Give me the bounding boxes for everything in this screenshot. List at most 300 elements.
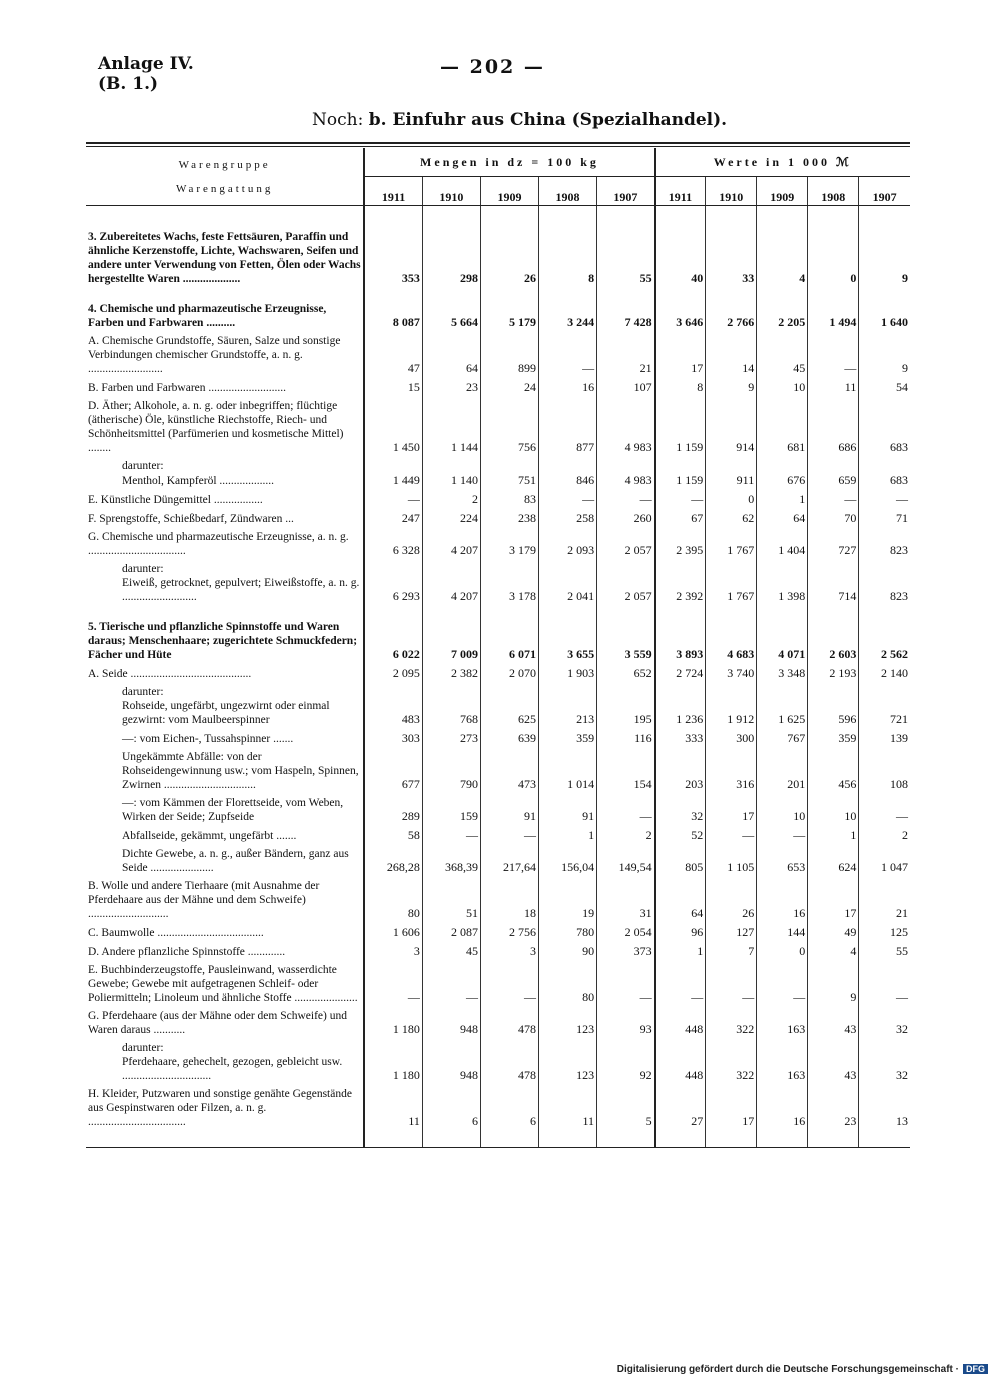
mengen-cell: 123 <box>539 1009 597 1037</box>
mengen-cell: — <box>364 492 422 507</box>
werte-cell: 127 <box>706 925 757 940</box>
row-label: B. Farben und Farbwaren ........................... <box>88 382 287 394</box>
werte-cell: 2 766 <box>706 302 757 330</box>
mengen-cell: 6 071 <box>480 620 538 662</box>
mengen-cell <box>480 459 538 473</box>
note-row <box>86 685 910 699</box>
werte-cell: 23 <box>808 1087 859 1129</box>
subtitle-text: b. Einfuhr aus China (Spezialhandel). <box>368 110 728 130</box>
mengen-cell: 751 <box>480 473 538 488</box>
table-row <box>86 925 910 940</box>
mengen-cell: 483 <box>364 699 422 727</box>
werte-cell <box>757 459 808 473</box>
mengen-cell: 83 <box>480 492 538 507</box>
mengen-cell: — <box>597 963 655 1005</box>
werte-cell <box>706 1041 757 1055</box>
mengen-cell: 23 <box>422 380 480 395</box>
mengen-cell: 91 <box>480 796 538 824</box>
werte-cell: 11 <box>808 380 859 395</box>
mengen-cell: 1 140 <box>422 473 480 488</box>
werte-cell <box>859 562 910 576</box>
werte-cell: 322 <box>706 1055 757 1083</box>
mengen-cell: 107 <box>597 380 655 395</box>
table-row <box>86 230 910 286</box>
werte-cell: — <box>655 963 706 1005</box>
werte-cell: 96 <box>655 925 706 940</box>
label-header-line2: Warengattung <box>175 182 274 195</box>
werte-cell: 4 683 <box>706 620 757 662</box>
mengen-cell: — <box>539 334 597 376</box>
werte-cell: 3 646 <box>655 302 706 330</box>
table-row <box>86 492 910 507</box>
werte-cell: 33 <box>706 230 757 286</box>
werte-cell <box>757 685 808 699</box>
row-label: Pferdehaare, gehechelt, gezogen, gebleicht usw. ............................... <box>122 1056 343 1082</box>
werte-cell: 1 047 <box>859 847 910 875</box>
mengen-cell: — <box>422 963 480 1005</box>
werte-cell: 1 <box>808 828 859 843</box>
werte-cell: 914 <box>706 399 757 455</box>
werte-cell: 55 <box>859 944 910 959</box>
mengen-cell: 948 <box>422 1009 480 1037</box>
mengen-cell: 1 <box>539 828 597 843</box>
table-row <box>86 473 910 488</box>
werte-cell: — <box>757 963 808 1005</box>
row-label: G. Pferdehaare (aus der Mähne oder dem Schweife) und Waren daraus ........... <box>88 1010 347 1036</box>
anlage-ref: (B. 1.) <box>98 74 159 94</box>
mengen-cell: 4 207 <box>422 530 480 558</box>
werte-cell: 4 <box>808 944 859 959</box>
row-label: D. Äther; Alkohole, a. n. g. oder inbegriffen; flüchtige (ätherische) Öle, künstliche Riechstoffe, Riech- und Schönheitsmittel (Parfümerien und kosmetische Mittel) ........ <box>88 400 344 454</box>
werte-cell: 322 <box>706 1009 757 1037</box>
werte-cell: 32 <box>859 1055 910 1083</box>
mengen-cell: 24 <box>480 380 538 395</box>
werte-cell: 714 <box>808 576 859 604</box>
mengen-cell: 8 <box>539 230 597 286</box>
spacer-row <box>86 608 910 620</box>
werte-cell: 67 <box>655 511 706 526</box>
row-label: darunter: <box>122 686 164 698</box>
mengen-cell: 58 <box>364 828 422 843</box>
werte-cell: 1 <box>655 944 706 959</box>
werte-cell: 163 <box>757 1055 808 1083</box>
note-row <box>86 1041 910 1055</box>
mengen-cell: 55 <box>597 230 655 286</box>
mengen-cell: 3 178 <box>480 576 538 604</box>
mengen-cell: 303 <box>364 731 422 746</box>
werte-cell: 2 603 <box>808 620 859 662</box>
mengen-cell: 19 <box>539 879 597 921</box>
table-row <box>86 750 910 792</box>
mengen-cell: 3 244 <box>539 302 597 330</box>
mengen-cell: 2 <box>597 828 655 843</box>
page-number: — 202 — <box>440 56 545 78</box>
mengen-cell: 473 <box>480 750 538 792</box>
mengen-cell: 289 <box>364 796 422 824</box>
werte-cell: 3 740 <box>706 666 757 681</box>
werte-cell: 596 <box>808 699 859 727</box>
werte-cell: 144 <box>757 925 808 940</box>
mengen-cell: 26 <box>480 230 538 286</box>
row-label: C. Baumwolle ..................................... <box>88 927 264 939</box>
werte-cell: 139 <box>859 731 910 746</box>
mengen-cell: 5 179 <box>480 302 538 330</box>
werte-cell: 45 <box>757 334 808 376</box>
mengen-year-1909: 1909 <box>480 177 538 206</box>
mengen-cell: 92 <box>597 1055 655 1083</box>
werte-cell: 13 <box>859 1087 910 1129</box>
mengen-cell: 80 <box>364 879 422 921</box>
werte-cell: 448 <box>655 1009 706 1037</box>
mengen-cell: 948 <box>422 1055 480 1083</box>
werte-cell: 2 193 <box>808 666 859 681</box>
mengen-cell <box>422 1041 480 1055</box>
mengen-cell: 2 054 <box>597 925 655 940</box>
werte-cell <box>808 1041 859 1055</box>
mengen-cell: 652 <box>597 666 655 681</box>
werte-cell: — <box>859 963 910 1005</box>
werte-cell: 2 392 <box>655 576 706 604</box>
mengen-cell: 21 <box>597 334 655 376</box>
mengen-cell: 18 <box>480 879 538 921</box>
row-label: Eiweiß, getrocknet, gepulvert; Eiweißstoffe, a. n. g. .......................... <box>122 577 360 603</box>
werte-cell: 1 494 <box>808 302 859 330</box>
mengen-cell: 2 <box>422 492 480 507</box>
werte-cell <box>655 1041 706 1055</box>
werte-cell: 1 105 <box>706 847 757 875</box>
mengen-cell: 1 014 <box>539 750 597 792</box>
werte-cell: — <box>757 828 808 843</box>
mengen-cell <box>539 1041 597 1055</box>
mengen-cell <box>597 1041 655 1055</box>
mengen-cell <box>422 562 480 576</box>
mengen-cell: 156,04 <box>539 847 597 875</box>
row-label: 5. Tierische und pflanzliche Spinnstoffe und Waren daraus; Menschenhaare; zugerichtete Schmuckfedern; Fächer und Hüte <box>88 621 358 661</box>
werte-cell: 32 <box>655 796 706 824</box>
row-label: D. Andere pflanzliche Spinnstoffe ............. <box>88 946 286 958</box>
table-row <box>86 699 910 727</box>
mengen-cell: 247 <box>364 511 422 526</box>
table-row <box>86 380 910 395</box>
mengen-header: Mengen in dz = 100 kg <box>364 148 654 177</box>
mengen-cell: 90 <box>539 944 597 959</box>
werte-cell: 911 <box>706 473 757 488</box>
mengen-cell: 1 180 <box>364 1009 422 1037</box>
werte-cell: 16 <box>757 1087 808 1129</box>
werte-cell: 4 071 <box>757 620 808 662</box>
mengen-cell: 159 <box>422 796 480 824</box>
mengen-cell: 2 093 <box>539 530 597 558</box>
werte-cell: 333 <box>655 731 706 746</box>
werte-cell: 9 <box>808 963 859 1005</box>
werte-cell: 681 <box>757 399 808 455</box>
werte-cell: 54 <box>859 380 910 395</box>
mengen-cell: 6 293 <box>364 576 422 604</box>
table-row <box>86 1009 910 1037</box>
spacer-row <box>86 206 910 219</box>
werte-cell: 43 <box>808 1009 859 1037</box>
anlage-title: Anlage IV. <box>98 54 194 74</box>
werte-cell <box>757 1041 808 1055</box>
mengen-cell: — <box>422 828 480 843</box>
mengen-cell: 2 057 <box>597 530 655 558</box>
row-label: Dichte Gewebe, a. n. g., außer Bändern, ganz aus Seide ...................... <box>122 848 349 874</box>
spacer-row <box>86 1133 910 1148</box>
werte-cell: 300 <box>706 731 757 746</box>
werte-cell: 448 <box>655 1055 706 1083</box>
werte-year-1908: 1908 <box>808 177 859 206</box>
mengen-cell: 359 <box>539 731 597 746</box>
werte-cell: — <box>808 492 859 507</box>
werte-cell: 0 <box>808 230 859 286</box>
mengen-cell: 6 <box>480 1087 538 1129</box>
footer-credit <box>617 1364 988 1375</box>
werte-cell: 40 <box>655 230 706 286</box>
werte-cell: 0 <box>706 492 757 507</box>
werte-cell: 9 <box>859 230 910 286</box>
mengen-cell: 16 <box>539 380 597 395</box>
werte-cell: 624 <box>808 847 859 875</box>
mengen-cell <box>539 562 597 576</box>
werte-cell: 2 724 <box>655 666 706 681</box>
werte-cell: — <box>655 492 706 507</box>
werte-cell: 17 <box>808 879 859 921</box>
mengen-cell: 6 022 <box>364 620 422 662</box>
mengen-cell: 6 328 <box>364 530 422 558</box>
row-label: Menthol, Kampferöl ................... <box>122 475 275 487</box>
mengen-cell: — <box>597 492 655 507</box>
werte-year-1907: 1907 <box>859 177 910 206</box>
mengen-cell <box>364 459 422 473</box>
mengen-cell: 5 <box>597 1087 655 1129</box>
mengen-cell: 478 <box>480 1009 538 1037</box>
mengen-cell: 677 <box>364 750 422 792</box>
row-label: Abfallseide, gekämmt, ungefärbt ....... <box>122 830 297 842</box>
mengen-cell: 3 559 <box>597 620 655 662</box>
table-row <box>86 1087 910 1129</box>
werte-cell: 71 <box>859 511 910 526</box>
mengen-cell: 45 <box>422 944 480 959</box>
mengen-cell: 11 <box>364 1087 422 1129</box>
werte-cell: 8 <box>655 380 706 395</box>
mengen-cell: 217,64 <box>480 847 538 875</box>
werte-cell: — <box>706 828 757 843</box>
werte-cell <box>706 685 757 699</box>
werte-cell: 456 <box>808 750 859 792</box>
mengen-cell: 1 180 <box>364 1055 422 1083</box>
table-row <box>86 963 910 1005</box>
werte-cell: 4 <box>757 230 808 286</box>
werte-cell: 767 <box>757 731 808 746</box>
row-label: —: vom Eichen-, Tussahspinner ....... <box>122 733 294 745</box>
werte-cell: 52 <box>655 828 706 843</box>
mengen-cell: 368,39 <box>422 847 480 875</box>
werte-cell: 316 <box>706 750 757 792</box>
werte-cell: 32 <box>859 1009 910 1037</box>
table-row <box>86 302 910 330</box>
dfg-logo: DFG <box>963 1364 988 1374</box>
table-row <box>86 620 910 662</box>
table-row <box>86 576 910 604</box>
werte-cell: 2 395 <box>655 530 706 558</box>
werte-cell: 1 625 <box>757 699 808 727</box>
mengen-cell <box>597 459 655 473</box>
mengen-cell: — <box>597 796 655 824</box>
table-row <box>86 847 910 875</box>
werte-cell: 64 <box>757 511 808 526</box>
mengen-cell: 258 <box>539 511 597 526</box>
mengen-cell: 2 057 <box>597 576 655 604</box>
table-row <box>86 511 910 526</box>
mengen-cell: 2 070 <box>480 666 538 681</box>
werte-cell: 201 <box>757 750 808 792</box>
werte-cell: 17 <box>706 1087 757 1129</box>
mengen-cell: 1 450 <box>364 399 422 455</box>
mengen-cell: 268,28 <box>364 847 422 875</box>
werte-cell: 1 767 <box>706 576 757 604</box>
label-header-line1: Warengruppe <box>178 158 271 171</box>
mengen-cell: 213 <box>539 699 597 727</box>
mengen-cell: — <box>480 828 538 843</box>
mengen-cell: 846 <box>539 473 597 488</box>
mengen-cell <box>480 685 538 699</box>
table-row <box>86 530 910 558</box>
subtitle-prefix: Noch: <box>312 110 364 130</box>
mengen-year-1907: 1907 <box>597 177 655 206</box>
mengen-cell: 4 207 <box>422 576 480 604</box>
werte-cell: 676 <box>757 473 808 488</box>
mengen-cell <box>539 685 597 699</box>
werte-cell: 686 <box>808 399 859 455</box>
mengen-cell <box>539 459 597 473</box>
werte-cell: 9 <box>859 334 910 376</box>
mengen-cell: 154 <box>597 750 655 792</box>
trade-table <box>86 148 910 1148</box>
table-row <box>86 828 910 843</box>
spacer-row <box>86 218 910 230</box>
mengen-cell: 64 <box>422 334 480 376</box>
mengen-cell: 260 <box>597 511 655 526</box>
mengen-cell: 756 <box>480 399 538 455</box>
table-row <box>86 1055 910 1083</box>
mengen-cell: 899 <box>480 334 538 376</box>
mengen-cell: 478 <box>480 1055 538 1083</box>
werte-cell: 2 562 <box>859 620 910 662</box>
werte-cell: — <box>859 796 910 824</box>
werte-cell: 659 <box>808 473 859 488</box>
mengen-cell: 51 <box>422 879 480 921</box>
mengen-cell: 123 <box>539 1055 597 1083</box>
werte-cell: 359 <box>808 731 859 746</box>
werte-cell <box>859 459 910 473</box>
werte-cell: 62 <box>706 511 757 526</box>
row-label: Rohseide, ungefärbt, ungezwirnt oder einmal gezwirnt: vom Maulbeerspinner <box>122 700 330 726</box>
werte-cell: 26 <box>706 879 757 921</box>
werte-cell: 823 <box>859 576 910 604</box>
mengen-cell: 238 <box>480 511 538 526</box>
row-label: E. Künstliche Düngemittel ................. <box>88 494 263 506</box>
werte-cell: 1 159 <box>655 473 706 488</box>
mengen-cell: 2 087 <box>422 925 480 940</box>
werte-cell: 14 <box>706 334 757 376</box>
table-body <box>86 206 910 1148</box>
mengen-cell: 790 <box>422 750 480 792</box>
werte-cell: 203 <box>655 750 706 792</box>
mengen-cell: 195 <box>597 699 655 727</box>
werte-cell: 805 <box>655 847 706 875</box>
mengen-cell: 1 144 <box>422 399 480 455</box>
werte-cell <box>757 562 808 576</box>
mengen-cell <box>597 562 655 576</box>
mengen-cell: 2 095 <box>364 666 422 681</box>
mengen-cell <box>422 459 480 473</box>
mengen-cell: 273 <box>422 731 480 746</box>
mengen-cell: 31 <box>597 879 655 921</box>
mengen-cell: 1 449 <box>364 473 422 488</box>
mengen-cell: 353 <box>364 230 422 286</box>
werte-cell: 7 <box>706 944 757 959</box>
werte-cell: 17 <box>706 796 757 824</box>
mengen-cell: 6 <box>422 1087 480 1129</box>
appendix-label <box>98 54 194 94</box>
row-label: H. Kleider, Putzwaren und sonstige genähte Gegenstände aus Gespinstwaren oder Filzen, a. n. g. .................................. <box>88 1088 352 1128</box>
werte-cell: 163 <box>757 1009 808 1037</box>
top-rule <box>86 142 910 144</box>
werte-cell: 683 <box>859 399 910 455</box>
werte-cell <box>859 1041 910 1055</box>
row-label: 4. Chemische und pharmazeutische Erzeugnisse, Farben und Farbwaren .......... <box>88 303 327 329</box>
mengen-cell: 1 606 <box>364 925 422 940</box>
werte-cell <box>808 685 859 699</box>
mengen-cell <box>364 1041 422 1055</box>
werte-cell: 1 159 <box>655 399 706 455</box>
row-label: darunter: <box>122 563 164 575</box>
werte-cell: 1 <box>757 492 808 507</box>
mengen-cell: 3 <box>480 944 538 959</box>
mengen-cell: 116 <box>597 731 655 746</box>
werte-cell <box>859 685 910 699</box>
werte-cell: 1 404 <box>757 530 808 558</box>
top-rule-thin <box>86 146 910 147</box>
row-label: A. Chemische Grundstoffe, Säuren, Salze und sonstige Verbindungen chemischer Grundstoffe, a. n. g. .......................... <box>88 335 341 375</box>
werte-cell: 2 140 <box>859 666 910 681</box>
note-row <box>86 459 910 473</box>
row-label: A. Seide .......................................... <box>88 668 252 680</box>
table-row <box>86 666 910 681</box>
werte-year-1909: 1909 <box>757 177 808 206</box>
mengen-cell: 149,54 <box>597 847 655 875</box>
mengen-cell: 7 428 <box>597 302 655 330</box>
werte-cell: 10 <box>757 380 808 395</box>
werte-cell <box>655 459 706 473</box>
werte-cell: — <box>808 334 859 376</box>
row-label: darunter: <box>122 1042 164 1054</box>
mengen-cell <box>480 1041 538 1055</box>
werte-cell: 70 <box>808 511 859 526</box>
note-row <box>86 562 910 576</box>
werte-cell: 125 <box>859 925 910 940</box>
mengen-cell: — <box>539 492 597 507</box>
mengen-cell: — <box>480 963 538 1005</box>
mengen-year-1910: 1910 <box>422 177 480 206</box>
mengen-cell: 298 <box>422 230 480 286</box>
mengen-cell: 4 983 <box>597 399 655 455</box>
mengen-cell: 91 <box>539 796 597 824</box>
werte-cell: 49 <box>808 925 859 940</box>
row-label: F. Sprengstoffe, Schießbedarf, Zündwaren ... <box>88 513 294 525</box>
werte-cell: 43 <box>808 1055 859 1083</box>
werte-cell: — <box>706 963 757 1005</box>
